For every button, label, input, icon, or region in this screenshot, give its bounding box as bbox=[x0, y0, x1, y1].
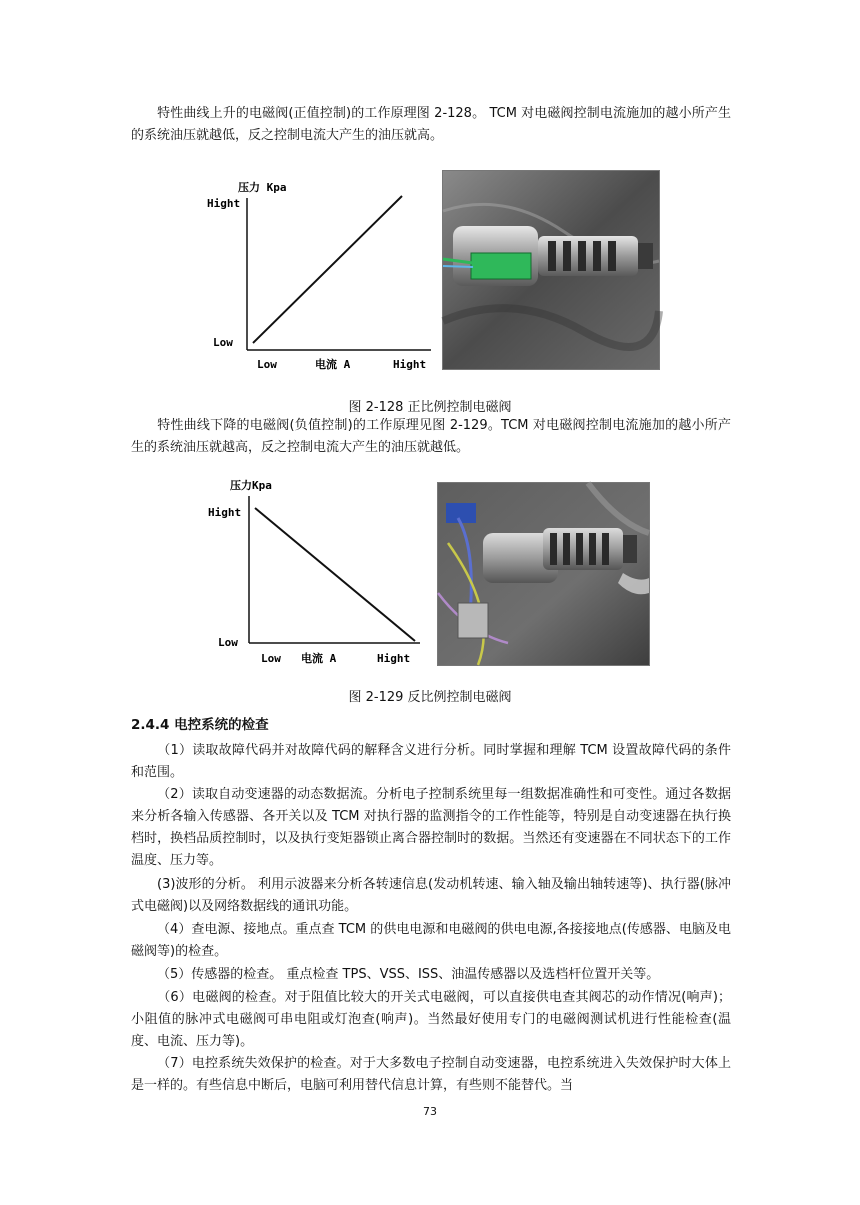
series-line bbox=[253, 196, 402, 343]
item-text: （7）电控系统失效保护的检查。对于大多数电子控制自动变速器，电控系统进入失效保护时大体上是一样的。有些信息中断后，电脑可利用替代信息计算，有些则不能替代。当 bbox=[131, 1056, 731, 1093]
y-axis-label: 压力Kpa bbox=[230, 479, 272, 492]
figure2-caption: 图 2-129 反比例控制电磁阀 bbox=[348, 690, 512, 705]
x-tick-low: Low bbox=[261, 652, 281, 665]
y-tick-high: Hight bbox=[207, 197, 241, 210]
mid-text: 特性曲线下降的电磁阀(负值控制)的工作原理见图 2-129。TCM 对电磁阀控制电流施加的越小所产生的系统油压就越高，反之控制电流大产生的油压就越低。 bbox=[131, 418, 731, 455]
solenoid-photo-1 bbox=[442, 170, 660, 370]
y-axis-label: 压力 Kpa bbox=[238, 181, 287, 194]
solenoid-photo-2 bbox=[437, 482, 650, 666]
x-axis-label: 电流 A bbox=[315, 358, 351, 371]
item-text: (3)波形的分析。 利用示波器来分析各转速信息(发动机转速、输入轴及输出轴转速等)、执行器(脉冲式电磁阀)以及网络数据线的通讯功能。 bbox=[131, 877, 731, 914]
item-text: （1）读取故障代码并对故障代码的解释含义进行分析。同时掌握和理解 TCM 设置故障代码的条件和范围。 bbox=[131, 743, 731, 780]
list-item bbox=[131, 987, 731, 1053]
item-text: （5）传感器的检查。 重点检查 TPS、VSS、ISS、油温传感器以及选档杆位置开关等。 bbox=[157, 967, 660, 982]
series-line bbox=[255, 508, 415, 641]
list-item bbox=[131, 874, 731, 918]
intro-text: 特性曲线上升的电磁阀(正值控制)的工作原理图 2-128。 TCM 对电磁阀控制电流施加的越小所产生的系统油压就越低，反之控制电流大产生的油压就高。 bbox=[131, 106, 731, 143]
section-heading: 2.4.4 电控系统的检查 bbox=[131, 717, 269, 733]
x-axis-label: 电流 A bbox=[301, 652, 337, 665]
mid-paragraph bbox=[131, 415, 731, 459]
x-tick-low: Low bbox=[257, 358, 277, 371]
figure1-caption: 图 2-128 正比例控制电磁阀 bbox=[348, 400, 512, 415]
y-tick-low: Low bbox=[213, 336, 233, 349]
x-tick-high: Hight bbox=[393, 358, 427, 371]
list-item bbox=[131, 784, 731, 872]
list-item bbox=[131, 740, 731, 784]
y-tick-low: Low bbox=[218, 636, 238, 649]
list-item bbox=[131, 1053, 731, 1097]
page-number: 73 bbox=[423, 1105, 437, 1118]
item-text: （4）查电源、接地点。重点查 TCM 的供电电源和电磁阀的供电电源,各接接地点(传感器、电脑及电磁阀等)的检查。 bbox=[131, 922, 731, 959]
list-item bbox=[131, 964, 731, 986]
chart-inverse bbox=[208, 478, 425, 668]
intro-paragraph bbox=[131, 103, 731, 147]
x-tick-high: Hight bbox=[377, 652, 411, 665]
list-item bbox=[131, 919, 731, 963]
item-text: （6）电磁阀的检查。对于阻值比较大的开关式电磁阀，可以直接供电查其阀芯的动作情况(响声)；小阻值的脉冲式电磁阀可串电阻或灯泡查(响声)。当然最好使用专门的电磁阀测试机进行性能检查(温度、电流、压力等)。 bbox=[131, 990, 731, 1049]
chart-proportional bbox=[205, 178, 435, 378]
item-text: （2）读取自动变速器的动态数据流。分析电子控制系统里每一组数据准确性和可变性。通过各数据来分析各输入传感器、各开关以及 TCM 对执行器的监测指令的工作性能等，特别是自动变速器在执行换档时，换档品质控制时，以及执行变矩器锁止离合器控制时的数据。当然还有变速器在不同状态下的工作温度、压力等。 bbox=[131, 787, 731, 868]
y-tick-high: Hight bbox=[208, 506, 242, 519]
